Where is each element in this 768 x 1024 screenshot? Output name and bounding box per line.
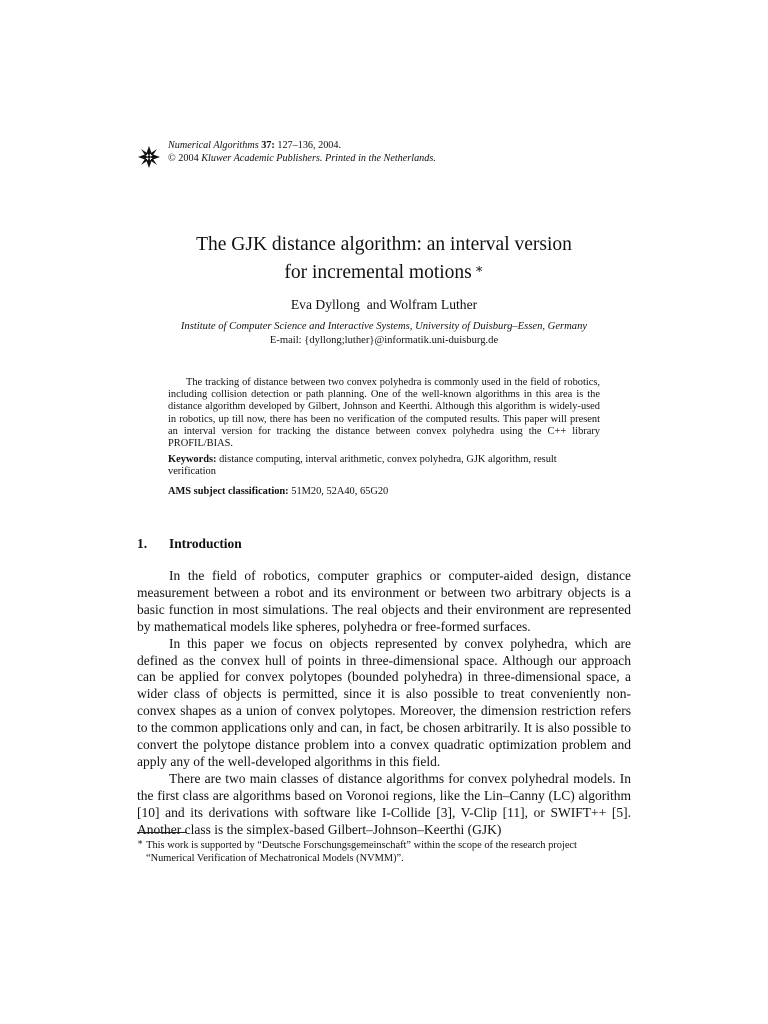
keywords-label: Keywords:: [168, 454, 217, 466]
copyright-symbol: ©: [168, 153, 176, 164]
footnote-line-1: [137, 836, 637, 852]
paragraph: In the field of robotics, computer graphics or computer-aided design, distance measurement between a robot and its environment or between two arbitrary objects is a basic function in most simulations. The real objects and their environment are represented by mathematical models like spheres, polyhedra or free-formed surfaces.: [137, 568, 631, 634]
section-heading: [137, 536, 242, 552]
ams-codes: 51M20, 52A40, 65G20: [291, 485, 389, 497]
paragraph: There are two main classes of distance algorithms for convex polyhedral models. In the first class are algorithms based on Voronoi regions, like the Lin–Canny (LC) algorithm [10] and its derivations with software like I-Collide [3], V-Clip [11], or SWIFT++ [5]. Another class is the simplex-based Gilbert–Johnson–Keerthi (GJK): [137, 770, 631, 837]
copyright-line: [168, 152, 436, 165]
ams-label: AMS subject classification:: [168, 485, 289, 497]
abstract: [168, 377, 600, 498]
authors: Eva Dyllong and Wolfram Luther: [290, 297, 478, 312]
journal-pages-year: 127–136, 2004.: [277, 140, 342, 151]
paper-title-line-2: [0, 257, 768, 285]
footnote-mark: ∗: [137, 837, 144, 847]
publisher-logo-icon: [137, 145, 161, 169]
title-text-1: The GJK distance algorithm: an interval version: [196, 234, 572, 255]
paragraph: In this paper we focus on objects represented by convex polyhedra, which are defined as the convex hull of points in three-dimensional space. Although our approach can be applied for convex polytopes (bounded polyhedra) in three-dimensional space, a wider class of objects is permitted, since it is also possible to treat conveniently non-convex shapes as a union of convex polytopes. Moreover, the dimension restriction refers to the common applications only and can, in fact, be chosen arbitrarily. It is also possible to convert the polytope distance problem into a convex quadratic optimization problem and apply any of the well-developed algorithms in this field.: [137, 635, 631, 769]
journal-volume: 37:: [261, 140, 275, 151]
body-text: [137, 568, 631, 839]
copyright-year: 2004: [178, 153, 199, 164]
footnote-line-2: “Numerical Verification of Mechatronical Models (NVMM)”.: [146, 853, 404, 864]
title-footnote-mark: ∗: [474, 261, 484, 276]
title-text-2: for incremental motions: [284, 262, 472, 283]
footnote: [137, 836, 637, 865]
abstract-text: The tracking of distance between two convex polyhedra is commonly used in the field of robotics, including collision detection or path planning. One of the well-known algorithms in this area is the distance algorithm developed by Gilbert, Johnson and Keerthi. Although this algorithm is widely-used in robotics, up till now, there has been no verification of the computed results. This paper will present an interval version for tracking the distance between convex polyhedra using the C++ library PROFIL/BIAS.: [168, 377, 600, 450]
footnote-text-1: This work is supported by “Deutsche Forschungsgemeinschaft” within the scope of the research project: [146, 840, 577, 851]
email-address: E-mail: {dyllong;luther}@informatik.uni-duisburg.de: [269, 335, 499, 346]
section-title: Introduction: [169, 536, 242, 551]
section-number: 1.: [137, 536, 148, 551]
keywords-text: distance computing, interval arithmetic, convex polyhedra, GJK algorithm, result verification: [168, 454, 557, 478]
ams-classification: [168, 486, 600, 498]
affiliation: Institute of Computer Science and Interactive Systems, University of Duisburg–Essen, Germany: [180, 321, 588, 332]
keywords: [168, 454, 600, 478]
paper-title-line-1: [0, 233, 768, 257]
journal-name: Numerical Algorithms: [168, 140, 259, 151]
publisher-line: Kluwer Academic Publishers. Printed in the Netherlands.: [201, 153, 436, 164]
journal-citation: [168, 139, 341, 152]
footnote-rule: [137, 832, 187, 833]
